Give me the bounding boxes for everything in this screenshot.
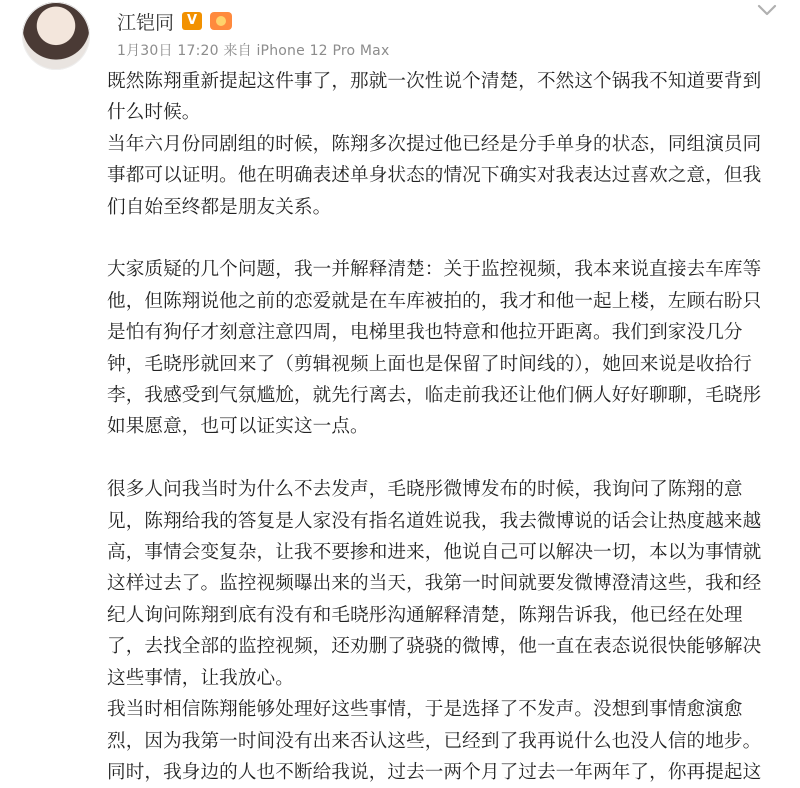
paragraph-gap <box>107 223 779 254</box>
post-text-line: 这些事情，让我放心。 <box>107 667 294 689</box>
post-text-line: 同时，我身边的人也不断给我说，过去一两个月了过去一年两年了，你再提起这 <box>107 761 762 783</box>
post-text-line: 如果愿意，也可以证实这一点。 <box>107 416 369 438</box>
post-time: 17:20 <box>177 43 219 59</box>
post-text-line: 了，去找全部的监控视频，还劝删了骁骁的微博，他一直在表态说很快能够解决 <box>107 636 762 658</box>
post-text-line: 高，事情会变复杂，让我不要掺和进来，他说自己可以解决一切，本以为事情就 <box>107 542 762 564</box>
avatar[interactable] <box>22 2 90 70</box>
post-text-line: 钟，毛晓彤就回来了（剪辑视频上面也是保留了时间线的），她回来说是收拾行 <box>107 353 752 375</box>
post-date: 1月30日 <box>117 43 173 59</box>
post-text-line: 事都可以证明。他在明确表述单身状态的情况下确实对我表达过喜欢之意，但我 <box>107 165 762 187</box>
post-text-line: 什么时候。 <box>107 102 201 124</box>
post-text-line: 当年六月份同剧组的时候，陈翔多次提过他已经是分手单身的状态，同组演员同 <box>107 133 762 155</box>
post-meta <box>117 40 389 60</box>
post-text-line: 们自始至终都是朋友关系。 <box>107 196 332 218</box>
paragraph-gap <box>107 443 779 474</box>
post-text-line: 他，但陈翔说他之前的恋爱就是在车库被拍的，我才和他一起上楼，左顾右盼只 <box>107 290 762 312</box>
post-device[interactable]: iPhone 12 Pro Max <box>256 43 390 59</box>
post-source-prefix: 来自 <box>223 43 252 59</box>
post-text-line: 是怕有狗仔才刻意注意四周，电梯里我也特意和他拉开距离。我们到家没几分 <box>107 322 743 344</box>
post-text-line: 我当时相信陈翔能够处理好这些事情，于是选择了不发声。没想到事情愈演愈 <box>107 699 743 721</box>
post-body <box>107 66 779 788</box>
post-text-line: 这样过去了。监控视频曝出来的当天，我第一时间就要发微博澄清这些，我和经 <box>107 573 762 595</box>
post-text-line: 李，我感受到气氛尴尬，就先行离去，临走前我还让他们俩人好好聊聊，毛晓彤 <box>107 385 762 407</box>
post-text-line: 烈，因为我第一时间没有出来否认这些，已经到了我再说什么也没人信的地步。 <box>107 730 762 752</box>
username[interactable]: 江铠同 <box>117 11 175 34</box>
post-text-line: 见，陈翔给我的答复是人家没有指名道姓说我，我去微博说的话会让热度越来越 <box>107 510 762 532</box>
verified-badge: V <box>182 12 202 30</box>
post-text-line: 纪人询问陈翔到底有没有和毛晓彤沟通解释清楚，陈翔告诉我，他已经在处理 <box>107 604 743 626</box>
fan-badge-icon <box>210 12 232 30</box>
user-header <box>117 8 232 34</box>
post-text-line: 很多人问我当时为什么不去发声，毛晓彤微博发布的时候，我询问了陈翔的意 <box>107 479 743 501</box>
post-text-line: 大家质疑的几个问题，我一并解释清楚：关于监控视频，我本来说直接去车库等 <box>107 259 762 281</box>
chevron-down-icon[interactable] <box>756 2 778 18</box>
post-text-line: 既然陈翔重新提起这件事了，那就一次性说个清楚，不然这个锅我不知道要背到 <box>107 71 762 92</box>
